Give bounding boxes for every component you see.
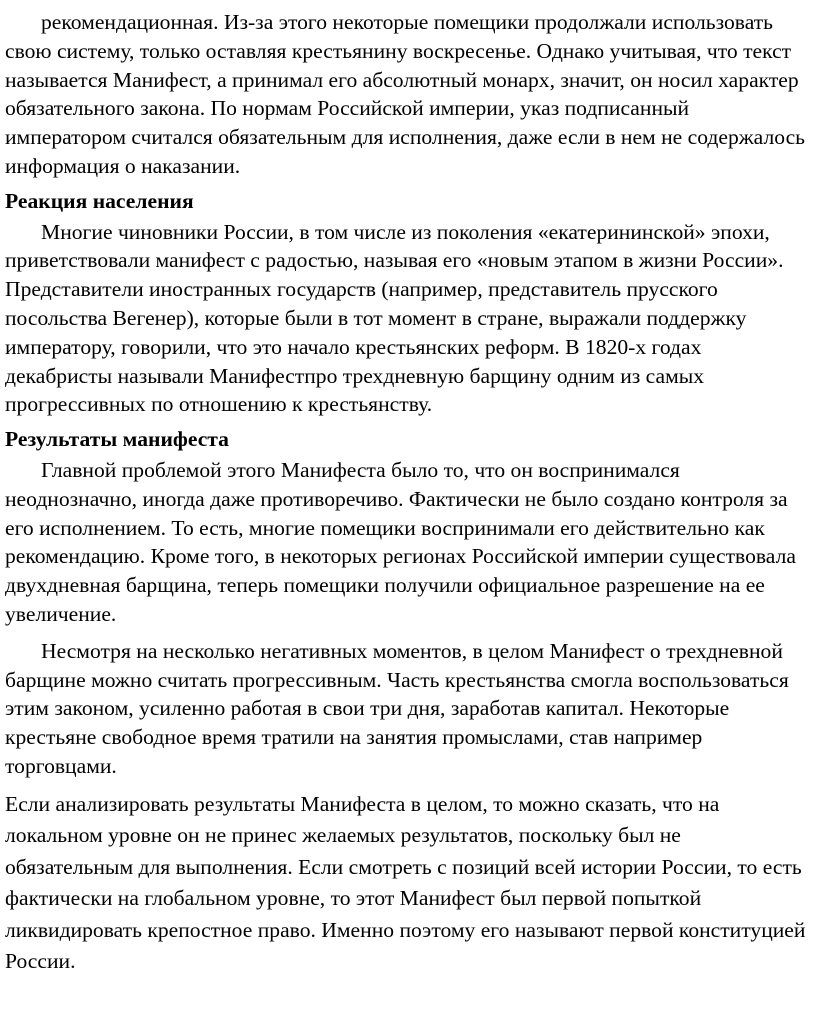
section-heading-reaction: Реакция населения [5, 188, 194, 213]
results-paragraph-3: Если анализировать результаты Манифеста в целом, то можно сказать, что на локальном уровне он не принес желаемых результатов, поскольку был не обязательным для выполнения. Если смотреть с позиций всей истории России, то есть фактически на глобальном уровне, то этот Манифест был первой попыткой ликвидировать крепостное право. Именно поэтому его называют первой конституцией России. [5, 791, 806, 974]
results-paragraph-2: Несмотря на несколько негативных моментов, в целом Манифест о трехдневной барщине можно считать прогрессивным. Часть крестьянства смогла воспользоваться этим законом, усиленно работая в свои три дня, заработав капитал. Некоторые крестьяне свободное время тратили на занятия промыслами, став например торговцами. [5, 638, 789, 778]
intro-paragraph: рекомендационная. Из-за этого некоторые помещики продолжали использовать свою систему, только оставляя крестьянину воскресенье. Однако учитывая, что текст называется Манифест, а принимал его абсолютный монарх, значит, он носил характер обязательного закона. По нормам Российской империи, указ подписанный императором считался обязательным для исполнения, даже если в нем не содержалось информация о наказании. [5, 10, 806, 178]
results-paragraph-1: Главной проблемой этого Манифеста было то, что он воспринимался неоднозначно, иногда даже противоречиво. Фактически не было создано контроля за его исполнением. То есть, многие помещики воспринимали его действительно как рекомендацию. Кроме того, в некоторых регионах Российской империи существовала двухдневная барщина, теперь помещики получили официальное разрешение на ее увеличение. [5, 457, 796, 626]
reaction-paragraph: Многие чиновники России, в том числе из поколения «екатерининской» эпохи, приветствовали манифест с радостью, называя его «новым этапом в жизни России». Представители иностранных государств (например, представитель прусского посольства Вегенер), которые были в тот момент в стране, выражали поддержку императору, говорили, что это начало крестьянских реформ. В 1820-х годах декабристы называли Манифестпро трехдневную барщину одним из самых прогрессивных по отношению к крестьянству. [5, 219, 784, 417]
section-heading-results: Результаты манифеста [5, 427, 229, 452]
